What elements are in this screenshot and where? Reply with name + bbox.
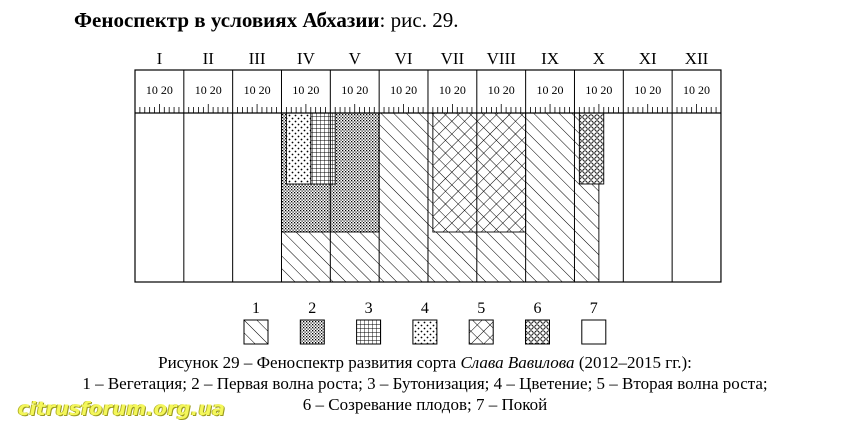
legend-swatch-vegetation — [244, 320, 268, 344]
legend-swatch-flowering — [413, 320, 437, 344]
day-tick-label: 10 20 — [438, 83, 466, 97]
day-tick-label: 10 20 — [243, 83, 271, 97]
month-label: VIII — [486, 49, 516, 68]
legend-swatch-first-growth-wave — [300, 320, 324, 344]
legend-number: 3 — [364, 300, 373, 317]
day-tick-label: 10 20 — [194, 83, 222, 97]
month-label: XI — [638, 49, 657, 68]
month-label: VI — [394, 49, 413, 68]
day-tick-label: 10 20 — [585, 83, 613, 97]
legend-number: 1 — [252, 300, 260, 317]
legend-number: 6 — [533, 300, 542, 317]
month-label: V — [348, 49, 361, 68]
caption-line-2: 1 – Вегетация; 2 – Первая волна роста; 3 – Бутонизация; 4 – Цветение; 5 – Вторая волна роста; — [82, 374, 768, 393]
cultivar-name: Слава Вавилова — [460, 353, 575, 372]
fruit-ripening-band — [579, 113, 603, 184]
month-label: II — [202, 49, 214, 68]
heading-suffix: : рис. 29. — [379, 8, 459, 32]
heading-title: Феноспектр в условиях Абхазии — [74, 8, 380, 32]
budding-band — [311, 113, 335, 184]
caption-prefix: Рисунок 29 – Феноспектр развития сорта — [158, 353, 461, 372]
month-label: IV — [296, 49, 315, 68]
caption-years: (2012–2015 гг.): — [574, 353, 692, 372]
day-tick-label: 10 20 — [634, 83, 662, 97]
month-label: III — [248, 49, 266, 68]
day-tick-label: 10 20 — [536, 83, 564, 97]
legend-number: 4 — [420, 300, 429, 317]
day-tick-label: 10 20 — [292, 83, 320, 97]
flowering-band — [286, 113, 310, 184]
month-label: VII — [440, 49, 465, 68]
month-label: X — [592, 49, 606, 68]
legend-swatch-budding — [357, 320, 381, 344]
day-tick-label: 10 20 — [390, 83, 418, 97]
legend-swatch-dormancy — [582, 320, 606, 344]
caption-line-3: 6 – Созревание плодов; 7 – Покой — [302, 395, 548, 414]
month-label: IX — [541, 49, 560, 68]
month-label: XII — [684, 49, 709, 68]
watermark: citrusforum.org.ua — [18, 398, 226, 420]
legend-swatch-fruit-ripening — [526, 320, 550, 344]
legend-swatch-second-growth-wave — [469, 320, 493, 344]
day-tick-label: 10 20 — [145, 83, 173, 97]
legend-number: 7 — [589, 300, 598, 317]
caption-line-1 — [0, 352, 850, 373]
day-tick-label: 10 20 — [683, 83, 711, 97]
month-label: I — [156, 49, 163, 68]
day-tick-label: 10 20 — [487, 83, 515, 97]
day-tick-label: 10 20 — [341, 83, 369, 97]
second-growth-wave-band — [433, 113, 526, 232]
legend-number: 2 — [308, 300, 317, 317]
legend-number: 5 — [477, 300, 486, 317]
